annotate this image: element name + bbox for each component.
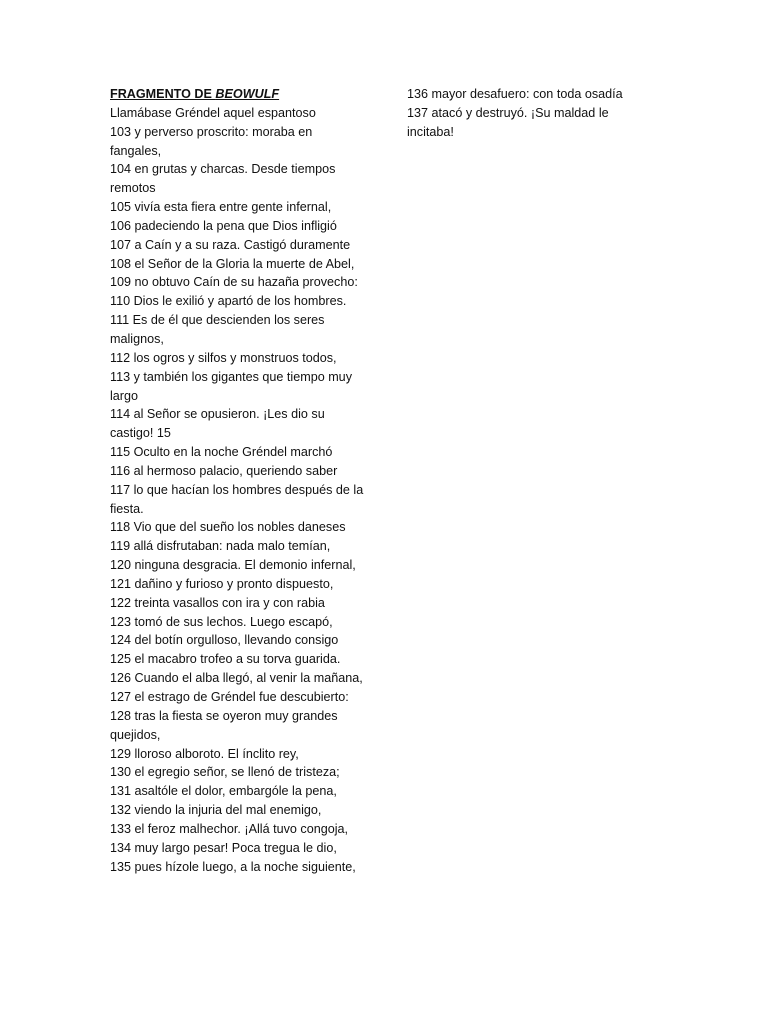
verse-line: 106 padeciendo la pena que Dios infligió xyxy=(110,218,337,233)
verse-line: 107 a Caín y a su raza. Castigó duramente xyxy=(110,237,351,252)
title-prefix: FRAGMENTO DE xyxy=(110,87,216,101)
verse-line: 135 pues hízole luego, a la noche siguiente, xyxy=(110,859,356,874)
verse-line: 104 en grutas y charcas. Desde tiempos remotos xyxy=(110,162,336,196)
verse-line: 111 Es de él que descienden los seres malignos, xyxy=(110,313,325,346)
verse-line: 115 Oculto en la noche Gréndel marchó xyxy=(110,445,333,460)
verse-line: 132 viendo la injuria del mal enemigo, xyxy=(110,803,322,818)
verse-line: 124 del botín orgulloso, llevando consigo xyxy=(110,633,339,648)
left-column-lines xyxy=(110,104,366,877)
verse-line: 113 y también los gigantes que tiempo muy largo xyxy=(110,369,352,403)
verse-line: 136 mayor desafuero: con toda osadía xyxy=(407,87,623,101)
verse-line: 137 atacó y destruyó. ¡Su maldad le incitaba! xyxy=(407,105,609,139)
verse-line: 112 los ogros y silfos y monstruos todos, xyxy=(110,350,337,365)
verse-line: 114 al Señor se opusieron. ¡Les dio su castigo! 15 xyxy=(110,407,325,441)
verse-line: 128 tras la fiesta se oyeron muy grandes quejidos, xyxy=(110,708,338,742)
right-column-lines xyxy=(407,85,647,142)
verse-line: 130 el egregio señor, se llenó de tristeza; xyxy=(110,765,340,780)
verse-line: 120 ninguna desgracia. El demonio infernal, xyxy=(110,558,356,573)
left-column xyxy=(110,85,366,876)
document-title xyxy=(110,85,366,104)
verse-line: 127 el estrago de Gréndel fue descubierto: xyxy=(110,690,349,704)
verse-line: 109 no obtuvo Caín de su hazaña provecho: xyxy=(110,275,358,290)
verse-line: 131 asaltóle el dolor, embargóle la pena, xyxy=(110,784,337,799)
verse-line: 121 dañino y furioso y pronto dispuesto, xyxy=(110,576,334,591)
verse-line: 119 allá disfrutaban: nada malo temían, xyxy=(110,539,331,554)
verse-line: 117 lo que hacían los hombres después de la fiesta. xyxy=(110,482,364,516)
verse-line: 103 y perverso proscrito: moraba en fangales, xyxy=(110,124,313,158)
verse-line: 118 Vio que del sueño los nobles daneses xyxy=(110,520,346,535)
verse-line: 116 al hermoso palacio, queriendo saber xyxy=(110,463,338,478)
verse-line: 105 vivía esta fiera entre gente infernal, xyxy=(110,200,332,215)
verse-line: 134 muy largo pesar! Poca tregua le dio, xyxy=(110,840,337,855)
title-work: BEOWULF xyxy=(215,87,280,101)
verse-line: 125 el macabro trofeo a su torva guarida. xyxy=(110,652,341,667)
right-column xyxy=(407,85,647,142)
verse-line: 126 Cuando el alba llegó, al venir la mañana, xyxy=(110,671,363,686)
verse-line: 122 treinta vasallos con ira y con rabia xyxy=(110,595,325,610)
verse-line: 123 tomó de sus lechos. Luego escapó, xyxy=(110,614,333,629)
verse-line: Llamábase Gréndel aquel espantoso xyxy=(110,105,316,120)
verse-line: 108 el Señor de la Gloria la muerte de Abel, xyxy=(110,256,355,271)
verse-line: 110 Dios le exilió y apartó de los hombres. xyxy=(110,294,347,309)
verse-line: 133 el feroz malhechor. ¡Allá tuvo congoja, xyxy=(110,821,349,836)
verse-line: 129 lloroso alboroto. El ínclito rey, xyxy=(110,746,299,761)
